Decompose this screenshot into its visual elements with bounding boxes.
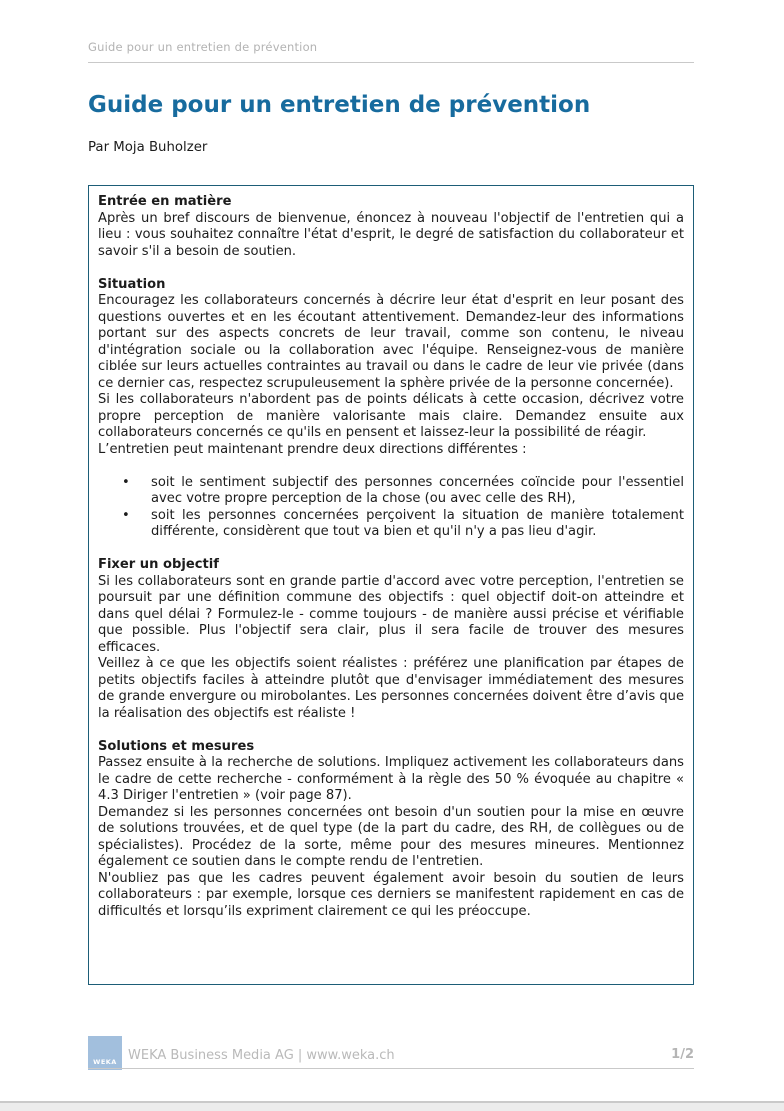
- section-heading: Fixer un objectif: [98, 557, 219, 572]
- bullet-text: soit les personnes concernées perçoivent la situation de manière totalement différente, considèrent que tout va bien et qu'il n'y a pas lieu d'agir.: [151, 507, 684, 539]
- section-heading: Situation: [98, 276, 166, 292]
- weka-logo-text: WEKA: [93, 1058, 117, 1066]
- byline: Par Moja Buholzer: [88, 140, 208, 155]
- running-header: Guide pour un entretien de prévention: [88, 40, 318, 54]
- paragraph: Passez ensuite à la recherche de solutions. Impliquez activement les collaborateurs dans le cadre de cette recherche - conformément à la règle des 50 % évoquée au chapitre « 4.3 Diriger l'entretien » (voir page 87).: [98, 755, 684, 803]
- paragraph: N'oubliez pas que les cadres peuvent également avoir besoin du soutien de leurs collaborateurs : par exemple, lorsque ces derniers se manifestent rapidement en cas de difficultés et lorsqu’ils expriment clairement ce qui les préoccupe.: [98, 870, 684, 919]
- page-break-band: [0, 1101, 784, 1111]
- section-heading: Entrée en matière: [98, 194, 232, 209]
- footer-rule: [88, 1068, 694, 1069]
- paragraph: L’entretien peut maintenant prendre deux directions différentes :: [98, 441, 527, 457]
- content-box: [88, 185, 694, 985]
- paragraph: Si les collaborateurs sont en grande partie d'accord avec votre perception, l'entretien se poursuit par une définition commune des objectifs : quel objectif doit-on atteindre et dans quel délai ? Formulez-le - comme toujours - de manière aussi précise et vérifiable que possible. Plus l'objectif sera clair, plus il sera facile de trouver des mesures efficaces.: [98, 573, 684, 655]
- paragraph: Veillez à ce que les objectifs soient réalistes : préférez une planification par étapes de petits objectifs faciles à atteindre plutôt que d'envisager immédiatement des mesures de grande envergure ou mirobolantes. Les personnes concernées doivent être d’avis que la réalisation des objectifs est réaliste !: [98, 656, 684, 721]
- bullet-item: [98, 475, 684, 508]
- section-solutions-et-mesures: [98, 739, 684, 921]
- weka-logo: [88, 1036, 122, 1070]
- bullet-item: [98, 508, 684, 541]
- header-rule: [88, 62, 694, 63]
- paragraph: Encouragez les collaborateurs concernés à décrire leur état d'esprit en leur posant des questions ouvertes et en les écoutant attentivement. Demandez-leur des informations portant sur des aspects concrets de leur travail, comme son contenu, le niveau d'intégration sociale ou la collaboration avec l'équipe. Renseignez-vous de manière ciblée sur leurs actuelles contraintes au travail ou dans le cadre de leur vie privée (dans ce dernier cas, respectez scrupuleusement la sphère privée de la personne concernée).: [98, 293, 684, 391]
- section-situation: [98, 277, 684, 541]
- paragraph: Demandez si les personnes concernées ont besoin d'un soutien pour la mise en œuvre de solutions trouvées, et de quel type (de la part du cadre, des RH, de collègues ou de spécialistes). Procédez de la sorte, même pour des mesures mineures. Mentionnez également ce soutien dans le compte rendu de l'entretien.: [98, 804, 684, 869]
- section-heading: Solutions et mesures: [98, 738, 255, 754]
- paragraph: Si les collaborateurs n'abordent pas de points délicats à cette occasion, décrivez votre propre perception de manière valorisante mais claire. Demandez ensuite aux collaborateurs concernés ce qu'ils en pensent et laissez-leur la possibilité de réagir.: [98, 392, 684, 440]
- paragraph: Après un bref discours de bienvenue, énoncez à nouveau l'objectif de l'entretien qui a lieu : vous souhaitez connaître l'état d'esprit, le degré de satisfaction du collaborateur et savoir s'il a besoin de soutien.: [98, 210, 684, 259]
- bullet-text: soit le sentiment subjectif des personnes concernées coïncide pour l'essentiel avec votre propre perception de la chose (ou avec celle des RH),: [151, 474, 684, 506]
- page-number: 1/2: [671, 1047, 694, 1062]
- bullet-list: [98, 475, 684, 541]
- section-fixer-un-objectif: [98, 557, 684, 722]
- footer-company: WEKA Business Media AG | www.weka.ch: [128, 1048, 395, 1063]
- section-entree-en-matiere: [98, 194, 684, 260]
- page-title: Guide pour un entretien de prévention: [88, 92, 591, 118]
